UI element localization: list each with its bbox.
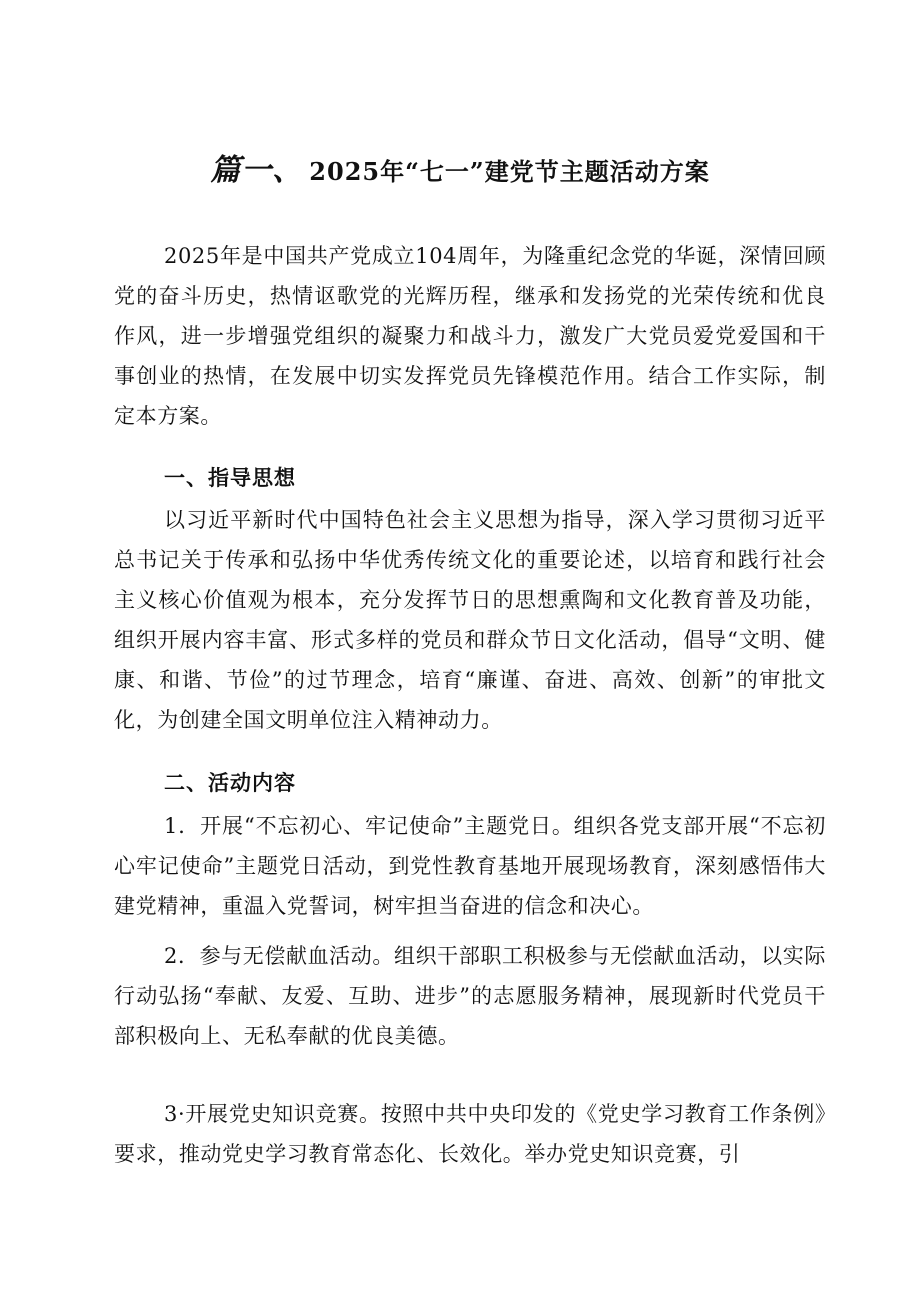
activity-item-3: 3·开展党史知识竞赛。按照中共中央印发的《党史学习教育工作条例》要求，推动党史学习教育常态化、长效化。举办党史知识竞赛，引 [114, 1102, 826, 1166]
section-heading-guiding-ideology: 一、指导思想 [164, 465, 296, 490]
title-prefix: 篇一、 [210, 153, 304, 188]
intro-paragraph: 2025年是中国共产党成立104周年，为隆重纪念党的华诞，深情回顾党的奋斗历史，热情讴歌党的光辉历程，继承和发扬党的光荣传统和优良作风，进一步增强党组织的凝聚力和战斗力，激发广大党员爱党爱国和干事创业的热情，在发展中切实发挥党员先锋模范作用。结合工作实际，制定本方案。 [114, 244, 826, 428]
guiding-ideology-paragraph: 以习近平新时代中国特色社会主义思想为指导，深入学习贯彻习近平总书记关于传承和弘扬中华优秀传统文化的重要论述，以培育和践行社会主义核心价值观为根本，充分发挥节日的思想熏陶和文化教育普及功能，组织开展内容丰富、形式多样的党员和群众节日文化活动，倡导“文明、健康、和谐、节俭”的过节理念，培育“廉谨、奋进、高效、创新”的审批文化，为创建全国文明单位注入精神动力。 [114, 508, 826, 732]
document-title [0, 145, 920, 189]
activity-item-2: 2．参与无偿献血活动。组织干部职工积极参与无偿献血活动，以实际行动弘扬“奉献、友爱、互助、进步”的志愿服务精神，展现新时代党员干部积极向上、无私奉献的优良美德。 [114, 944, 826, 1048]
activity-item-1: 1．开展“不忘初心、牢记使命”主题党日。组织各党支部开展“不忘初心牢记使命”主题党日活动，到党性教育基地开展现场教育，深刻感悟伟大建党精神，重温入党誓词，树牢担当奋进的信念和决心。 [114, 814, 826, 918]
section-heading-activity-content: 二、活动内容 [164, 770, 296, 795]
title-text: 2025年“七一”建党节主题活动方案 [309, 157, 710, 186]
